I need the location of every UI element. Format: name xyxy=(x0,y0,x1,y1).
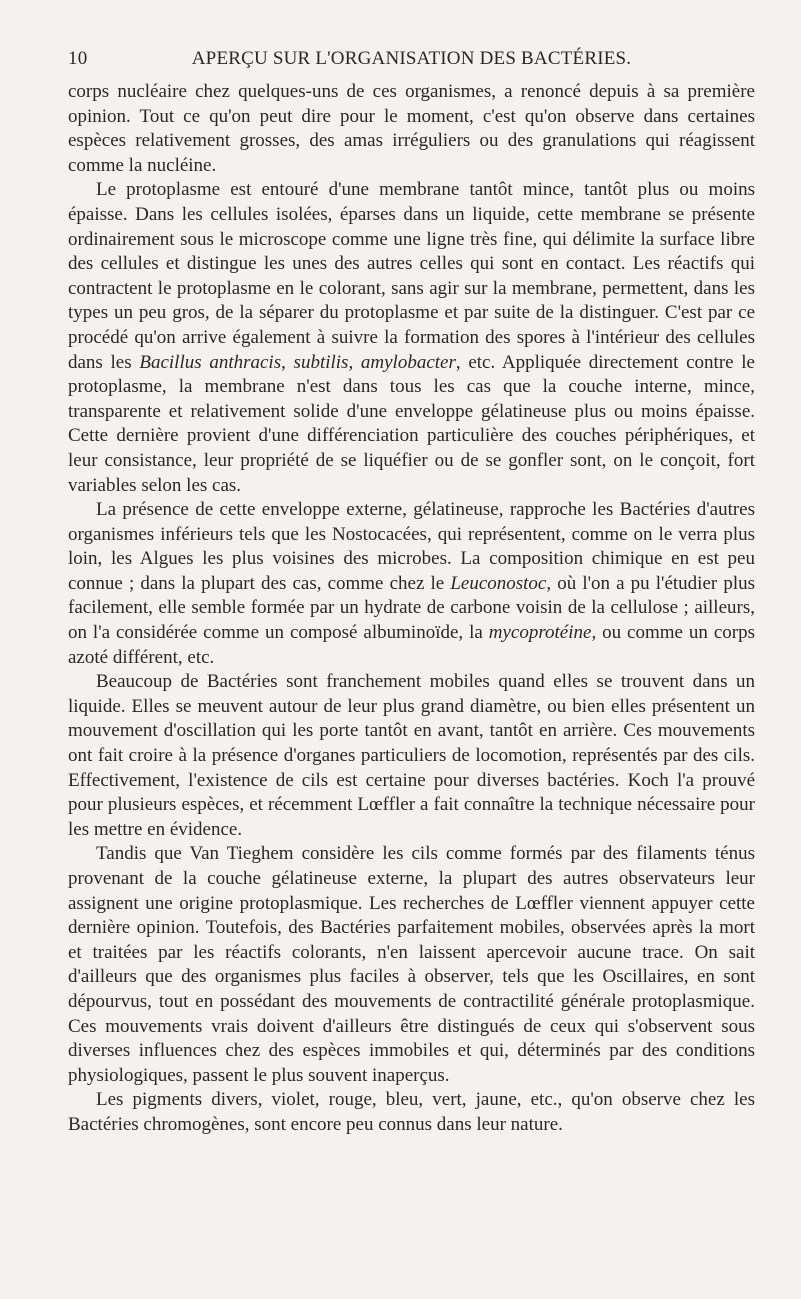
running-header xyxy=(68,48,755,76)
paragraph-2-text-d: , etc. Appliquée directement contre le protoplasme, la membrane n'est dans tous les cas que la couche interne, mince, transparente et relativement solide d'une enveloppe gélatineuse plus ou moins épaisse. Cette dernière provient d'une différenciation particulière des couches périphériques, et leur consistance, leur propriété de se liquéfier ou de se gonfler sont, on le conçoit, fort variables selon les cas. xyxy=(68,351,755,496)
paragraph-5: Tandis que Van Tieghem considère les cils comme formés par des filaments ténus provenant de la couche gélatineuse externe, la plupart des autres observateurs leur assignent une origine protoplasmique. Les recherches de Lœffler viennent appuyer cette dernière opinion. Toutefois, des Bactéries parfaitement mobiles, observées après la mort et traitées par les réactifs colorants, n'en laissent apercevoir aucune trace. On sait d'ailleurs que des organismes plus faciles à observer, tels que les Oscillaires, en sont dépourvus, tout en possédant des mouvements de contractilité générale protoplasmique. Ces mouvements vrais doivent d'ailleurs être distingués de ceux qui s'observent sous diverses influences chez des espèces immobiles et qui, déterminés par des conditions physiologiques, passent le plus souvent inaperçus. xyxy=(68,843,755,1086)
paragraph-2-text-c: , xyxy=(348,351,361,373)
page-number: 10 xyxy=(68,48,88,69)
paragraph-2-text-a: Le protoplasme est entouré d'une membrane tantôt mince, tantôt plus ou moins épaisse. Dans les cellules isolées, éparses dans un liquide, cette membrane se présente ordinairement sous le microscope comme une ligne très fine, qui délimite la surface libre des cellules et distingue les unes des autres celles qui sont en contact. Les réactifs qui contractent le protoplasme en le colorant, sans agir sur la membrane, permettent, dans les types un peu gros, de la séparer du protoplasme et par suite de la distinguer. C'est par ce procédé qu'on arrive également à suivre la formation des spores à l'intérieur des cellules dans les xyxy=(68,179,755,373)
species-name-bacillus-anthracis: Bacillus anthracis xyxy=(139,351,282,373)
species-name-amylobacter: amylobacter xyxy=(360,351,456,373)
paragraph-3-text-a: La présence de cette enveloppe externe, gélatineuse, rapproche les Bactéries d'autres organismes inférieurs tels que les Nostocacées, qui représentent, comme on le verra plus loin, les Algues les plus voisines des microbes. La composition chimique en est peu connue ; dans la plupart des cas, comme chez le xyxy=(68,499,755,594)
term-mycoproteine: mycoprotéine xyxy=(488,622,592,644)
paragraph-4: Beaucoup de Bactéries sont franchement mobiles quand elles se trouvent dans un liquide. Elles se meuvent autour de leur plus grand diamètre, ou bien elles présentent un mouvement d'oscillation qui les porte tantôt en avant, tantôt en arrière. Ces mouvements ont fait croire à la présence d'organes particuliers de locomotion, représentés par des cils. Effectivement, l'existence de cils est certaine pour diverses bactéries. Koch l'a prouvé pour plusieurs espèces, et récemment Lœffler a fait connaître la technique nécessaire pour les mettre en évidence. xyxy=(68,671,755,840)
paragraph-3 xyxy=(68,498,755,670)
paragraph-2 xyxy=(68,178,755,498)
paragraph-2-text-b: , xyxy=(281,351,294,373)
species-name-subtilis: subtilis xyxy=(293,351,349,373)
paragraph-3-text-b: , où l'on a pu l'étudier plus facilement, elle semble formée par un hydrate de carbone voisin de la cellulose ; ailleurs, on l'a considérée comme un composé albuminoïde, la xyxy=(68,572,755,644)
paragraph-3-text-c: , ou comme un corps azoté différent, etc. xyxy=(68,622,755,668)
running-title: APERÇU SUR L'ORGANISATION DES BACTÉRIES. xyxy=(191,48,632,69)
body-text xyxy=(68,80,755,1138)
paragraph-6: Les pigments divers, violet, rouge, bleu, vert, jaune, etc., qu'on observe chez les Bactéries chromogènes, sont encore peu connus dans leur nature. xyxy=(68,1089,755,1135)
paragraph-1: corps nucléaire chez quelques-uns de ces organismes, a renoncé depuis à sa première opinion. Tout ce qu'on peut dire pour le moment, c'est qu'on observe dans certaines espèces relativement grosses, des amas irréguliers ou des granulations qui réagissent comme la nucléine. xyxy=(68,81,755,176)
genus-name-leuconostoc: Leuconostoc xyxy=(450,572,547,594)
